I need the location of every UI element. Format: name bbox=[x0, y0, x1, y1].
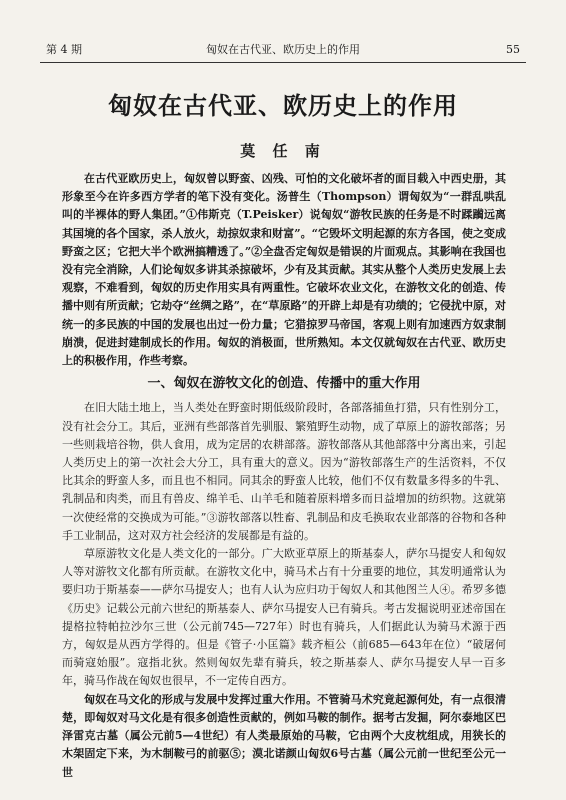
article-title: 匈奴在古代亚、欧历史上的作用 bbox=[108, 91, 458, 120]
body-paragraph: 草原游牧文化是人类文化的一部分。广大欧亚草原上的斯基泰人，萨尔马提安人和匈奴人等对游牧文化都有所贡献。在游牧文化中，骑马术占有十分重要的地位，其发明通常认为要归功于斯基泰——萨尔马提安人；也有人认为应归功于匈奴人和其他图兰人④。希罗多德《历史》记载公元前六世纪的斯基泰人、萨尔马提安人已有骑兵。考古发掘说明亚述帝国在提格拉特帕拉沙尔三世（公元前745—727年）时也有骑兵，人们据此认为骑马术源于西方，匈奴是从西方学得的。但是《管子·小匡篇》载齐桓公（前685—643年在位）“破屠何而骑寇始服”。寇指北狄。然则匈奴先辈有骑兵，较之斯基泰人、萨尔马提安人早一百多年，骑马作战在匈奴也很早，不一定传自西方。 bbox=[62, 547, 506, 688]
page-number: 55 bbox=[506, 43, 520, 56]
author-name: 莫 任 南 bbox=[240, 142, 326, 160]
header-rule bbox=[40, 62, 526, 63]
body-paragraph: 在旧大陆土地上，当人类处在野蛮时期低级阶段时，各部落捕鱼打猎，只有性别分工，没有社会分工。其后，亚洲有些部落首先驯服、繁殖野生动物，成了草原上的游牧部落；另一些则栽培谷物，供人食用，成为定居的农耕部落。游牧部落从其他部落中分离出来，引起人类历史上的第一次社会大分工，具有重大的意义。因为“游牧部落生产的生活资料，不仅比其余的野蛮人多，而且也不相同。同其余的野蛮人比较，他们不仅有数量多得多的牛乳、乳制品和肉类，而且有兽皮、绵羊毛、山羊毛和随着原料增多而日益增加的纺织物。这就第一次使经常的交换成为可能。”③游牧部落以牲畜、乳制品和皮毛换取农业部落的谷物和各种手工业制品，这对双方社会经济的发展都是有益的。 bbox=[62, 401, 506, 542]
body-paragraph: 匈奴在马文化的形成与发展中发挥过重大作用。不管骑马术究竟起源何处，有一点很清楚，即匈奴对马文化是有很多创造性贡献的，例如马鞍的制作。据考古发掘，阿尔泰地区巴泽雷克古墓（属公元前5—4世纪）有人类最原始的马鞍，它由两个大皮枕组成，用狭长的木架固定下来，为木制鞍弓的前驱⑤；漠北诺颜山匈奴6号古墓（属公元前一世纪至公元一世 bbox=[62, 692, 506, 779]
article-body bbox=[62, 170, 506, 782]
intro-paragraph: 在古代亚欧历史上，匈奴曾以野蛮、凶残、可怕的文化破坏者的面目载入中西史册，其形象至今在许多西方学者的笔下没有变化。汤普生（Thompson）谓匈奴为“一群乱哄乱叫的半裸体的野人集团。”①伟斯克（T.Peisker）说匈奴“游牧民族的任务是不时蹂躏远离其国境的各个国家，杀人放火，劫掠奴隶和财富”。“它毁坏文明起源的东方各国，使之变成野蛮之区；它把大半个欧洲搞糟透了。”②全盘否定匈奴是错误的片面观点。其影响在我国也没有完全消除，人们论匈奴多讲其杀掠破坏，少有及其贡献。其实从整个人类历史发展上去观察，不难看到，匈奴的历史作用实具有两重性。它破坏农业文化，在游牧文化的创造、传播中则有所贡献；它劫夺“丝绸之路”，在“草原路”的开辟上却是有功绩的；它侵扰中原，对统一的多民族的中国的发展也出过一份力量；它猎掠罗马帝国，客观上则有加速西方奴隶制崩溃，促进封建制成长的作用。匈奴的消极面，世所熟知。本文仅就匈奴在古代亚、欧历史上的积极作用，作些考察。 bbox=[62, 172, 506, 368]
issue-number: 第 4 期 bbox=[46, 43, 82, 56]
running-header bbox=[40, 40, 526, 60]
running-title: 匈奴在古代亚、欧历史上的作用 bbox=[206, 43, 360, 56]
section-heading: 一、匈奴在游牧文化的创造、传播中的重大作用 bbox=[147, 376, 421, 392]
